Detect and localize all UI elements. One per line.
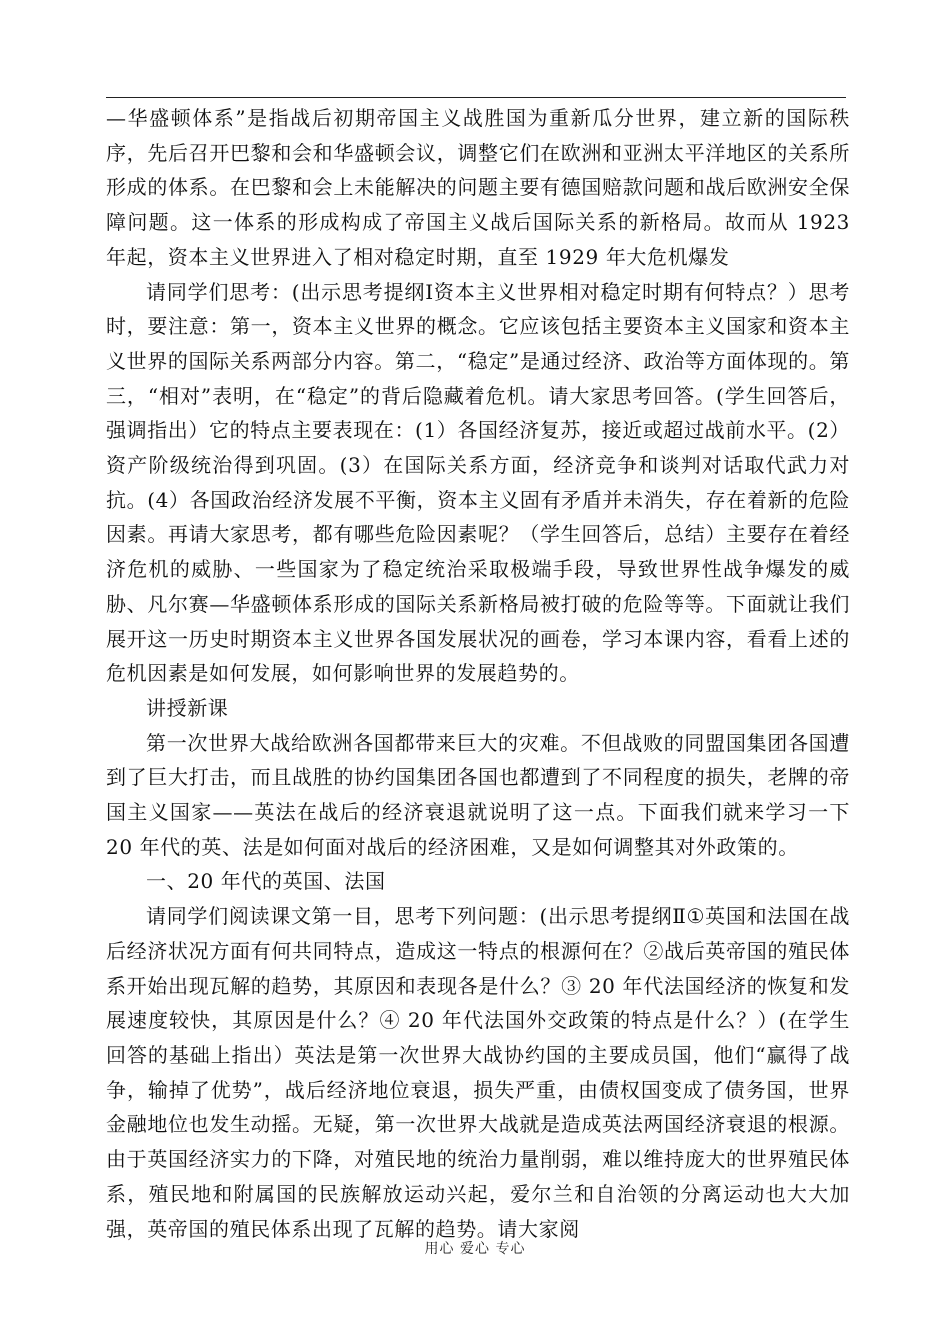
document-body — [106, 101, 850, 1246]
header-rule — [106, 97, 846, 98]
paragraph-thinking-outline-2: 请同学们阅读课文第一目，思考下列问题：(出示思考提纲Ⅱ①英国和法国在战后经济状况方面有何共同特点，造成这一特点的根源何在？②战后英帝国的殖民体系开始出现瓦解的趋势，其原因和表现各是什么？③ 20 年代法国经济的恢复和发展速度较快，其原因是什么？④ 20 年代法国外交政策的特点是什么？）(在学生回答的基础上指出）英法是第一次世界大战协约国的主要成员国，他们“赢得了战争，输掉了优势”，战后经济地位衰退，损失严重，由债权国变成了债务国，世界金融地位也发生动摇。无疑，第一次世界大战就是造成英法两国经济衰退的根源。由于英国经济实力的下降，对殖民地的统治力量削弱，难以维持庞大的世界殖民体系，殖民地和附属国的民族解放运动兴起，爱尔兰和自治领的分离运动也大大加强，英帝国的殖民体系出现了瓦解的趋势。请大家阅 — [106, 904, 850, 1241]
paragraph-ww1-impact: 第一次世界大战给欧洲各国都带来巨大的灾难。不但战败的同盟国集团各国遭到了巨大打击，而且战胜的协约国集团各国也都遭到了不同程度的损失，老牌的帝国主义国家——英法在战后的经济衰退就说明了这一点。下面我们就来学习一下 20 年代的英、法是如何面对战后的经济困难，又是如何调整其对外政策的。 — [106, 730, 850, 859]
paragraph-thinking-outline-1: 请同学们思考：(出示思考提纲Ⅰ资本主义世界相对稳定时期有何特点？）思考时，要注意：第一，资本主义世界的概念。它应该包括主要资本主义国家和资本主义世界的国际关系两部分内容。第二，“稳定”是通过经济、政治等方面体现的。第三，“相对”表明，在“稳定”的背后隐藏着危机。请大家思考回答。(学生回答后，强调指出）它的特点主要表现在：(1）各国经济复苏，接近或超过战前水平。(2）资产阶级统治得到巩固。(3）在国际关系方面，经济竞争和谈判对话取代武力对抗。(4）各国政治经济发展不平衡，资本主义固有矛盾并未消失，存在着新的危险因素。再请大家思考，都有哪些危险因素呢？（学生回答后，总结）主要存在着经济危机的威胁、一些国家为了稳定统治采取极端手段，导致世界性战争爆发的威胁、凡尔赛—华盛顿体系形成的国际关系新格局被打破的危险等等。下面就让我们展开这一历史时期资本主义世界各国发展状况的画卷，学习本课内容，看看上述的危机因素是如何发展，如何影响世界的发展趋势的。 — [106, 279, 850, 686]
page-footer: 用心 爱心 专心 — [424, 1241, 526, 1257]
paragraph-versailles-system: —华盛顿体系”是指战后初期帝国主义战胜国为重新瓜分世界，建立新的国际秩序，先后召开巴黎和会和华盛顿会议，调整它们在欧洲和亚洲太平洋地区的关系所形成的体系。在巴黎和会上未能解决的问题主要有德国赔款问题和战后欧洲安全保障问题。这一体系的形成构成了帝国主义战后国际关系的新格局。故而从 1923 年起，资本主义世界进入了相对稳定时期，直至 1929 年大危机爆发 — [106, 106, 850, 269]
section-heading-britain-france: 一、20 年代的英国、法国 — [146, 869, 386, 894]
section-heading-new-lesson: 讲授新课 — [146, 695, 229, 720]
